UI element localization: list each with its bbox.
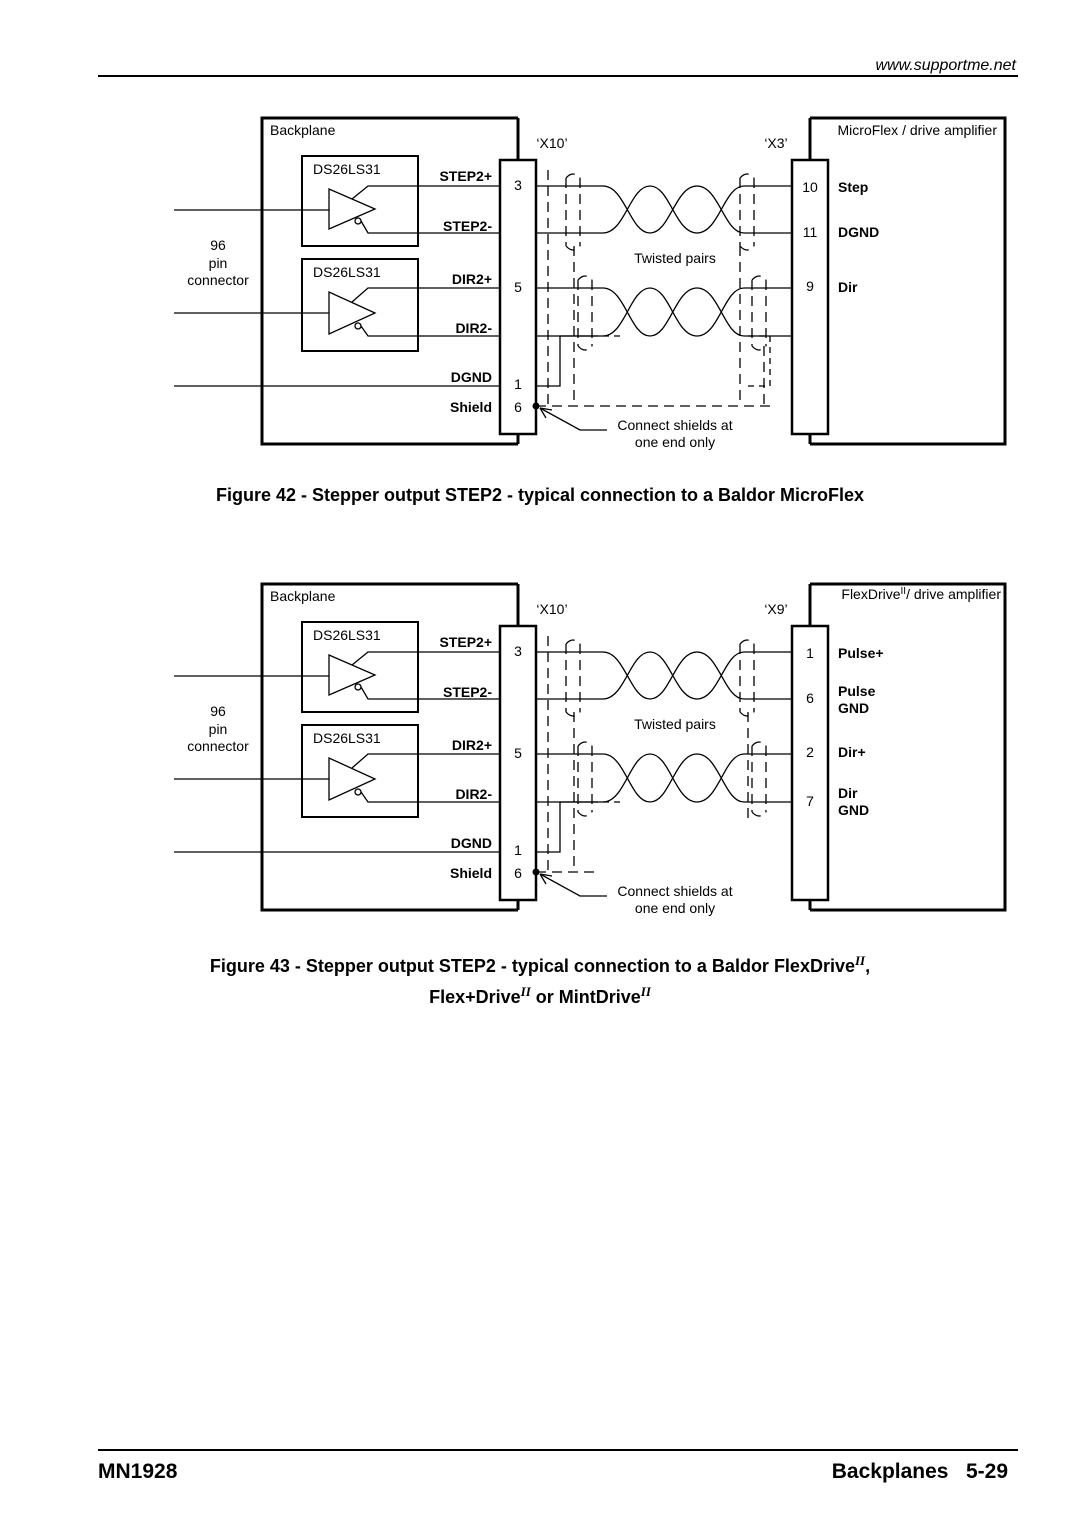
- signal-shield: Shield: [449, 399, 492, 415]
- signal-step-plus: STEP2+: [439, 634, 492, 650]
- x10-label: ‘X10’: [536, 601, 568, 617]
- shield-note-line2: one end only: [634, 434, 716, 450]
- x9-connector: [792, 626, 828, 900]
- figure-43-diagram: [0, 466, 1080, 936]
- drive-signal-pulse-gnd: GND: [838, 700, 870, 716]
- drive-signal-pulse: Pulse: [838, 683, 876, 699]
- x3-connector: [792, 160, 828, 434]
- connector-label: connector: [187, 272, 249, 288]
- x3-label: ‘X3’: [764, 135, 788, 151]
- twisted-pairs-label: Twisted pairs: [634, 716, 716, 732]
- drive-signal-dir: Dir: [838, 785, 858, 801]
- signal-dgnd: DGND: [450, 369, 492, 385]
- connector-pin-label: pin: [208, 255, 228, 271]
- manual-number: MN1928: [98, 1460, 178, 1483]
- drive-pin-10: 10: [802, 179, 818, 195]
- drive-signal-pulse-plus: Pulse+: [838, 645, 884, 661]
- signal-step-minus: STEP2-: [442, 684, 492, 700]
- twisted-pairs-label: Twisted pairs: [634, 250, 716, 266]
- drive-label: MicroFlex / drive amplifier: [837, 122, 997, 138]
- signal-dir-minus: DIR2-: [455, 320, 492, 336]
- signal-dir-plus: DIR2+: [451, 271, 492, 287]
- drive-signal-dgnd: DGND: [838, 224, 880, 240]
- figure-43-caption-line2: Flex+Drive$^{II}$ or MintDrive$^{II}$: [429, 984, 651, 1007]
- signal-dir-minus: DIR2-: [455, 786, 492, 802]
- pin-5: 5: [514, 279, 522, 295]
- connector-pin-label: pin: [208, 721, 228, 737]
- chip2-label: DS26LS31: [313, 264, 381, 280]
- signal-dgnd: DGND: [450, 835, 492, 851]
- backplane-label: Backplane: [270, 588, 336, 604]
- shield-note-line1: Connect shields at: [617, 883, 733, 899]
- signal-dir-plus: DIR2+: [451, 737, 492, 753]
- page-section-number: Backplanes 5-29: [831, 1460, 1008, 1483]
- x10-connector: [500, 626, 536, 900]
- website-url: www.supportme.net: [875, 57, 1016, 74]
- figure-43-caption-line1: Figure 43 - Stepper output STEP2 - typical connection to a Baldor FlexDrive$^{II}$,: [209, 953, 871, 976]
- drive-signal-dir: Dir: [838, 279, 858, 295]
- x10-label: ‘X10’: [536, 135, 568, 151]
- pin-3: 3: [514, 643, 522, 659]
- connector-label: connector: [187, 738, 249, 754]
- drive-signal-dir-plus: Dir+: [838, 744, 866, 760]
- pin-1: 1: [514, 376, 522, 392]
- footer-rule: [98, 1449, 1018, 1451]
- pin-3: 3: [514, 177, 522, 193]
- drive-signal-step: Step: [838, 179, 869, 195]
- drive-pin-2: 2: [806, 744, 814, 760]
- buffer-2: [329, 758, 375, 800]
- drive-pin-9: 9: [806, 278, 814, 294]
- pin-6: 6: [514, 399, 522, 415]
- figure-42-caption: Figure 42 - Stepper output STEP2 - typical connection to a Baldor MicroFlex: [215, 485, 865, 505]
- shield-note-line2: one end only: [634, 900, 716, 916]
- signal-step-plus: STEP2+: [439, 168, 492, 184]
- connector-count: 96: [210, 237, 226, 253]
- pin-5: 5: [514, 745, 522, 761]
- drive-pin-11: 11: [802, 224, 818, 240]
- pin-6: 6: [514, 865, 522, 881]
- drive-pin-6: 6: [806, 690, 814, 706]
- chip2-label: DS26LS31: [313, 730, 381, 746]
- drive-signal-dir-gnd: GND: [838, 802, 870, 818]
- backplane-label: Backplane: [270, 122, 336, 138]
- figure-42-diagram: [0, 0, 1080, 470]
- buffer-1: [329, 655, 375, 695]
- x10-connector: [500, 160, 536, 434]
- chip1-label: DS26LS31: [313, 161, 381, 177]
- drive-pin-7: 7: [806, 793, 814, 809]
- buffer-1: [329, 189, 375, 229]
- signal-shield: Shield: [449, 865, 492, 881]
- buffer-2: [329, 292, 375, 334]
- signal-step-minus: STEP2-: [442, 218, 492, 234]
- figure-43-caption: [0, 948, 1080, 1010]
- drive-pin-1: 1: [806, 645, 814, 661]
- drive-label: FlexDrive$^{II}$/ drive amplifier: [841, 586, 1001, 602]
- pin-1: 1: [514, 842, 522, 858]
- shield-note-line1: Connect shields at: [617, 417, 733, 433]
- connector-count: 96: [210, 703, 226, 719]
- x9-label: ‘X9’: [764, 601, 788, 617]
- chip1-label: DS26LS31: [313, 627, 381, 643]
